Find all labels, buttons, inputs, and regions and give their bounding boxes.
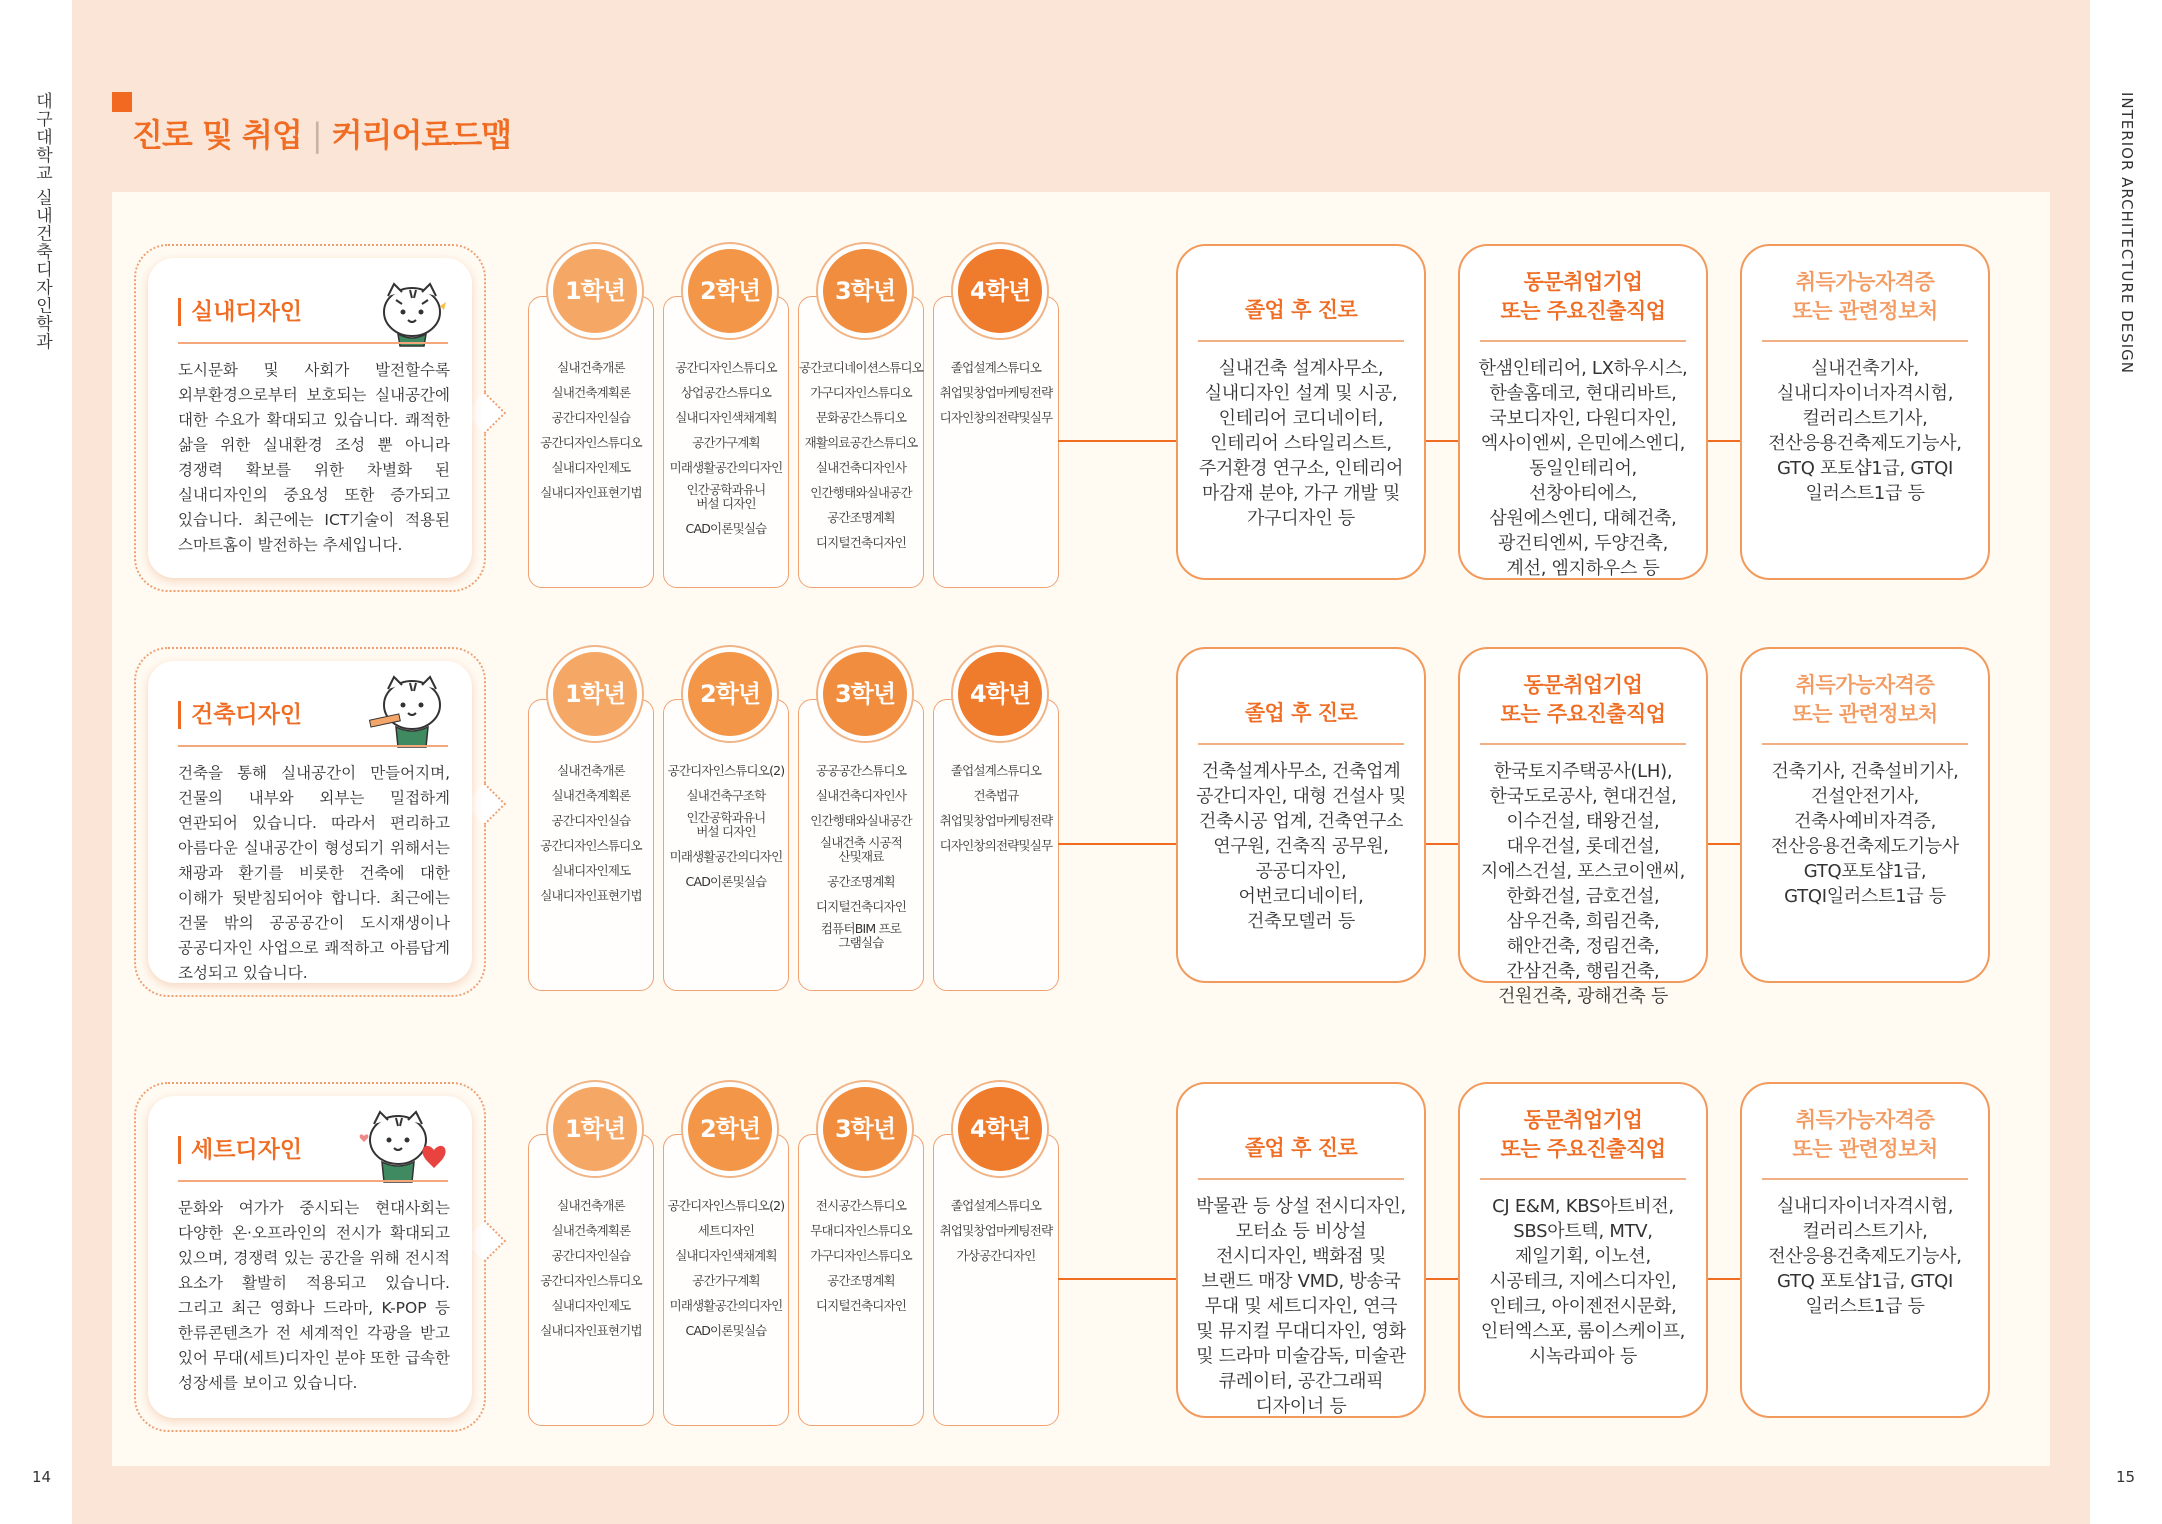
title-rule bbox=[1480, 743, 1686, 745]
course-item: 취업및창업마케팅전략 bbox=[939, 1223, 1053, 1238]
title-rule bbox=[1762, 743, 1968, 745]
track-name-underline bbox=[178, 1180, 448, 1182]
tiger-mascot-icon bbox=[374, 276, 456, 348]
year4-badge: 4학년 bbox=[953, 244, 1047, 338]
track-description-card bbox=[134, 244, 486, 592]
course-item: 실내디자인색채계획 bbox=[675, 410, 777, 425]
year1-course-list bbox=[528, 1134, 654, 1426]
page-number-right: 15 bbox=[2116, 1468, 2136, 1486]
title-rule bbox=[1480, 1178, 1686, 1180]
alumni-company-box bbox=[1458, 1082, 1708, 1418]
course-item: 컴퓨터BIM 프로그램실습 bbox=[820, 921, 902, 950]
title-line: 동문취업기업 bbox=[1523, 270, 1643, 294]
course-item: 실내건축개론 bbox=[557, 360, 625, 375]
course-item: 세트디자인 bbox=[697, 1223, 755, 1238]
course-item: 디지털건축디자인 bbox=[815, 899, 907, 914]
page-title-sub: 커리어로드맵 bbox=[331, 116, 512, 154]
course-list bbox=[934, 758, 1058, 858]
track-row-interior bbox=[112, 244, 2050, 594]
course-item: 공간디자인스튜디오 bbox=[540, 838, 642, 853]
graduate-career-text: 실내건축 설계사무소, 실내디자인 설계 및 시공, 인테리어 코디네이터, 인테리어 스타일리스트, 주거환경 연구소, 인테리어 마감재 분야, 가구 개발 및 가구디자인 등 bbox=[1198, 358, 1404, 529]
year1-course-list bbox=[528, 296, 654, 588]
course-item: 공간디자인스튜디오(2) bbox=[667, 763, 785, 778]
course-item: 실내디자인색채계획 bbox=[675, 1248, 777, 1263]
course-item: 실내디자인표현기법 bbox=[540, 888, 642, 903]
course-item: 공간디자인실습 bbox=[551, 813, 631, 828]
page-title-main: 진로 및 취업 bbox=[132, 116, 302, 154]
title-line: 또는 주요진출직업 bbox=[1500, 702, 1666, 726]
course-item: 미래생활공간의디자인 bbox=[669, 460, 783, 475]
course-item: 실내건축구조학 bbox=[686, 788, 766, 803]
track-name: 실내디자인 bbox=[178, 298, 302, 326]
track-name: 건축디자인 bbox=[178, 701, 302, 729]
title-rule bbox=[1198, 1178, 1404, 1180]
course-item: 공간코디네이션스튜디오 bbox=[799, 360, 924, 375]
title-rule bbox=[1762, 340, 1968, 342]
year3-badge: 3학년 bbox=[818, 1082, 912, 1176]
year3-course-list bbox=[798, 296, 924, 588]
page-title bbox=[132, 110, 511, 156]
course-item: 실내건축개론 bbox=[557, 1198, 625, 1213]
course-item: 실내디자인표현기법 bbox=[540, 1323, 642, 1338]
spine-english-title: INTERIOR ARCHITECTURE DESIGN bbox=[2118, 92, 2136, 374]
year1-badge: 1학년 bbox=[548, 1082, 642, 1176]
graduate-career-text: 건축설계사무소, 건축업계 공간디자인, 대형 건설사 및 건축시공 업계, 건축연구소 연구원, 건축직 공무원, 공공디자인, 어번코디네이터, 건축모델러 등 bbox=[1196, 761, 1406, 932]
year2-badge: 2학년 bbox=[683, 244, 777, 338]
alumni-company-title bbox=[1460, 268, 1706, 326]
page-title-separator: | bbox=[311, 116, 322, 154]
course-item: 공간디자인실습 bbox=[551, 1248, 631, 1263]
track-description-text: 도시문화 및 사회가 발전할수록 외부환경으로부터 보호되는 실내공간에 대한 수요가 확대되고 있습니다. 쾌적한 삶을 위한 실내환경 조성 뿐 아니라 경쟁력 확보를 위한 차별화 된 실내디자인의 중요성 또한 증가되고 있습니다. 최근에는 ICT기술이 적용된 스마트홈이 발전하는 추세입니다. bbox=[178, 361, 450, 554]
course-item: 실내건축계획론 bbox=[551, 1223, 631, 1238]
course-item: 미래생활공간의디자인 bbox=[669, 849, 783, 864]
course-item: 재활의료공간스튜디오 bbox=[804, 435, 918, 450]
course-item: 디지털건축디자인 bbox=[815, 535, 907, 550]
course-item: 실내건축디자인사 bbox=[815, 788, 907, 803]
course-item: 실내디자인제도 bbox=[551, 1298, 631, 1313]
certificate-title bbox=[1742, 1106, 1988, 1164]
course-item: 공간디자인실습 bbox=[551, 410, 631, 425]
course-item: 건축법규 bbox=[973, 788, 1019, 803]
course-item: 실내건축 시공적산및재료 bbox=[819, 835, 903, 864]
graduate-career-box bbox=[1176, 1082, 1426, 1418]
course-item: CAD이론및실습 bbox=[685, 874, 767, 889]
track-name-underline bbox=[178, 745, 448, 747]
certificate-text: 실내건축기사, 실내디자이너자격시험, 컬러리스트기사, 전산응용건축제도기능사, GTQ 포토샵1급, GTQI 일러스트1급 등 bbox=[1768, 358, 1962, 504]
alumni-company-box bbox=[1458, 647, 1708, 1007]
course-list bbox=[529, 355, 653, 505]
course-list bbox=[664, 1193, 788, 1343]
course-item: 공간디자인스튜디오(2) bbox=[667, 1198, 785, 1213]
course-item: 가구디자인스튜디오 bbox=[810, 385, 912, 400]
course-item: 무대디자인스튜디오 bbox=[810, 1223, 912, 1238]
graduate-career-title: 졸업 후 진로 bbox=[1244, 298, 1358, 322]
course-item: 실내건축디자인사 bbox=[815, 460, 907, 475]
title-rule bbox=[1762, 1178, 1968, 1180]
graduate-career-title: 졸업 후 진로 bbox=[1244, 701, 1358, 725]
year4-course-list bbox=[933, 699, 1059, 991]
course-list bbox=[934, 1193, 1058, 1268]
course-item: 공간가구계획 bbox=[692, 1273, 760, 1288]
course-item: 인간공학과유니버설 디자인 bbox=[686, 810, 766, 839]
title-line: 동문취업기업 bbox=[1523, 673, 1643, 697]
title-line: 취득가능자격증 bbox=[1795, 270, 1935, 294]
title-line: 또는 관련정보처 bbox=[1792, 702, 1938, 726]
certificate-box bbox=[1740, 647, 1990, 983]
course-item: 인간공학과유니버설 디자인 bbox=[686, 482, 766, 511]
course-item: 취업및창업마케팅전략 bbox=[939, 813, 1053, 828]
year1-badge: 1학년 bbox=[548, 244, 642, 338]
course-item: 전시공간스튜디오 bbox=[815, 1198, 907, 1213]
year4-badge: 4학년 bbox=[953, 647, 1047, 741]
course-item: 공간디자인스튜디오 bbox=[675, 360, 777, 375]
year3-badge: 3학년 bbox=[818, 244, 912, 338]
course-item: 공간가구계획 bbox=[692, 435, 760, 450]
course-item: 졸업설계스튜디오 bbox=[950, 360, 1042, 375]
title-line: 또는 관련정보처 bbox=[1792, 299, 1938, 323]
course-item: 실내건축계획론 bbox=[551, 385, 631, 400]
tiger-mascot-icon bbox=[358, 1106, 454, 1186]
title-line: 또는 주요진출직업 bbox=[1500, 1137, 1666, 1161]
course-item: 실내디자인표현기법 bbox=[540, 485, 642, 500]
alumni-company-text: 한샘인테리어, LX하우시스, 한솔홈데코, 현대리바트, 국보디자인, 다원디자인, 엑사이엔씨, 은민에스엔디, 동일인테리어, 선창아티에스, 삼원에스엔디, 대혜건축, 광건티엔씨, 두양건축, 계선, 엠지하우스 등 bbox=[1478, 358, 1688, 579]
track-description-box bbox=[148, 661, 472, 983]
course-item: 공간디자인스튜디오 bbox=[540, 1273, 642, 1288]
track-row-architecture bbox=[112, 647, 2050, 1007]
course-item: 공간조명계획 bbox=[827, 1273, 895, 1288]
connector-line bbox=[1058, 843, 1176, 845]
course-item: 졸업설계스튜디오 bbox=[950, 1198, 1042, 1213]
year2-badge: 2학년 bbox=[683, 647, 777, 741]
graduate-career-box bbox=[1176, 244, 1426, 580]
connector-line bbox=[1422, 440, 1458, 442]
track-row-set-design bbox=[112, 1082, 2050, 1432]
course-item: 졸업설계스튜디오 bbox=[950, 763, 1042, 778]
course-list bbox=[799, 758, 923, 955]
year1-course-list bbox=[528, 699, 654, 991]
track-description-text: 문화와 여가가 중시되는 현대사회는 다양한 온·오프라인의 전시가 확대되고 있으며, 경쟁력 있는 공간을 위해 전시적 요소가 활발히 적용되고 있습니다. 그리고 최근 영화나 드라마, K-POP 등 한류콘텐츠가 전 세계적인 각광을 받고 있어 무대(세트)디자인 분야 또한 급속한 성장세를 보이고 있습니다. bbox=[178, 1199, 450, 1392]
course-item: CAD이론및실습 bbox=[685, 521, 767, 536]
alumni-company-title bbox=[1460, 1106, 1706, 1164]
track-name: 세트디자인 bbox=[178, 1136, 302, 1164]
course-list bbox=[664, 758, 788, 894]
course-list bbox=[799, 355, 923, 555]
title-line: 또는 관련정보처 bbox=[1792, 1137, 1938, 1161]
course-list bbox=[799, 1193, 923, 1318]
certificate-text: 건축기사, 건축설비기사, 건설안전기사, 건축사예비자격증, 전산응용건축제도기능사 GTQ포토샵1급, GTQI일러스트1급 등 bbox=[1771, 761, 1959, 907]
roadmap-panel bbox=[112, 192, 2050, 1466]
track-description-box bbox=[148, 258, 472, 578]
course-item: 가구디자인스튜디오 bbox=[810, 1248, 912, 1263]
year4-course-list bbox=[933, 1134, 1059, 1426]
year2-course-list bbox=[663, 296, 789, 588]
course-list bbox=[934, 355, 1058, 430]
year4-badge: 4학년 bbox=[953, 1082, 1047, 1176]
alumni-company-title bbox=[1460, 671, 1706, 729]
course-item: 공간조명계획 bbox=[827, 510, 895, 525]
title-line: 취득가능자격증 bbox=[1795, 1108, 1935, 1132]
page-number-left: 14 bbox=[32, 1468, 52, 1486]
track-description-card bbox=[134, 647, 486, 997]
year3-course-list bbox=[798, 1134, 924, 1426]
course-item: 미래생활공간의디자인 bbox=[669, 1298, 783, 1313]
course-item: 공간디자인스튜디오 bbox=[540, 435, 642, 450]
track-description-box bbox=[148, 1096, 472, 1418]
graduate-career-title: 졸업 후 진로 bbox=[1244, 1136, 1358, 1160]
spine-department-name: 대구대학교 실내건축디자인학과 bbox=[32, 92, 52, 351]
course-item: 인간행태와실내공간 bbox=[810, 485, 912, 500]
title-line: 취득가능자격증 bbox=[1795, 673, 1935, 697]
course-list bbox=[664, 355, 788, 541]
course-item: 실내디자인제도 bbox=[551, 863, 631, 878]
title-rule bbox=[1480, 340, 1686, 342]
year3-badge: 3학년 bbox=[818, 647, 912, 741]
course-item: 실내디자인제도 bbox=[551, 460, 631, 475]
track-name-underline bbox=[178, 342, 448, 344]
year2-course-list bbox=[663, 699, 789, 991]
certificate-title bbox=[1742, 671, 1988, 729]
connector-line bbox=[1422, 843, 1458, 845]
alumni-company-text: CJ E&M, KBS아트비전, SBS아트텍, MTV, 제일기획, 이노션, 시공테크, 지에스디자인, 인테크, 아이젠전시문화, 인터엑스포, 룸이스케이프, 시녹라피아 등 bbox=[1480, 1196, 1686, 1367]
certificate-box bbox=[1740, 1082, 1990, 1418]
course-item: 공간조명계획 bbox=[827, 874, 895, 889]
year2-badge: 2학년 bbox=[683, 1082, 777, 1176]
track-description-text: 건축을 통해 실내공간이 만들어지며, 건물의 내부와 외부는 밀접하게 연관되어 있습니다. 따라서 편리하고 아름다운 실내공간이 형성되기 위해서는 채광과 환기를 비롯한 건축에 대한 이해가 뒷받침되어야 합니다. 최근에는 건물 밖의 공공공간이 도시재생이나 공공디자인 사업으로 쾌적하고 아름답게 조성되고 있습니다. bbox=[178, 764, 450, 982]
alumni-company-text: 한국토지주택공사(LH), 한국도로공사, 현대건설, 이수건설, 태왕건설, 대우건설, 롯데건설, 지에스건설, 포스코이앤씨, 한화건설, 금호건설, 삼우건축, 희림건축, 해안건축, 정림건축, 간삼건축, 행림건축, 건원건축, 광해건축 등 bbox=[1480, 761, 1686, 1007]
year4-course-list bbox=[933, 296, 1059, 588]
course-item: 디자인창의전략및실무 bbox=[939, 838, 1053, 853]
graduate-career-text: 박물관 등 상설 전시디자인, 모터쇼 등 비상설 전시디자인, 백화점 및 브랜드 매장 VMD, 방송국 무대 및 세트디자인, 연극 및 뮤지컬 무대디자인, 영화 및 드라마 미술감독, 미술관 큐레이터, 공간그래픽 디자이너 등 bbox=[1196, 1196, 1406, 1417]
graduate-career-box bbox=[1176, 647, 1426, 983]
course-item: 실내건축계획론 bbox=[551, 788, 631, 803]
title-line: 또는 주요진출직업 bbox=[1500, 299, 1666, 323]
course-item: 디자인창의전략및실무 bbox=[939, 410, 1053, 425]
title-accent-square bbox=[112, 92, 132, 112]
connector-line bbox=[1422, 1278, 1458, 1280]
connector-line bbox=[1058, 1278, 1176, 1280]
course-item: 취업및창업마케팅전략 bbox=[939, 385, 1053, 400]
track-description-card bbox=[134, 1082, 486, 1432]
course-item: 공공공간스튜디오 bbox=[815, 763, 907, 778]
title-rule bbox=[1198, 340, 1404, 342]
course-item: 문화공간스튜디오 bbox=[815, 410, 907, 425]
certificate-text: 실내디자이너자격시험, 컬러리스트기사, 전산응용건축제도기능사, GTQ 포토샵1급, GTQI 일러스트1급 등 bbox=[1768, 1196, 1962, 1317]
connector-line bbox=[1058, 440, 1176, 442]
year1-badge: 1학년 bbox=[548, 647, 642, 741]
certificate-box bbox=[1740, 244, 1990, 580]
course-list bbox=[529, 758, 653, 908]
course-item: 상업공간스튜디오 bbox=[680, 385, 772, 400]
connector-line bbox=[1704, 1278, 1740, 1280]
alumni-company-box bbox=[1458, 244, 1708, 580]
course-list bbox=[529, 1193, 653, 1343]
course-item: 디지털건축디자인 bbox=[815, 1298, 907, 1313]
year2-course-list bbox=[663, 1134, 789, 1426]
course-item: 가상공간디자인 bbox=[956, 1248, 1036, 1263]
course-item: 실내건축개론 bbox=[557, 763, 625, 778]
tiger-mascot-icon bbox=[368, 671, 454, 751]
connector-line bbox=[1704, 843, 1740, 845]
course-item: CAD이론및실습 bbox=[685, 1323, 767, 1338]
title-line: 동문취업기업 bbox=[1523, 1108, 1643, 1132]
year3-course-list bbox=[798, 699, 924, 991]
course-item: 인간행태와실내공간 bbox=[810, 813, 912, 828]
title-rule bbox=[1198, 743, 1404, 745]
connector-line bbox=[1704, 440, 1740, 442]
certificate-title bbox=[1742, 268, 1988, 326]
